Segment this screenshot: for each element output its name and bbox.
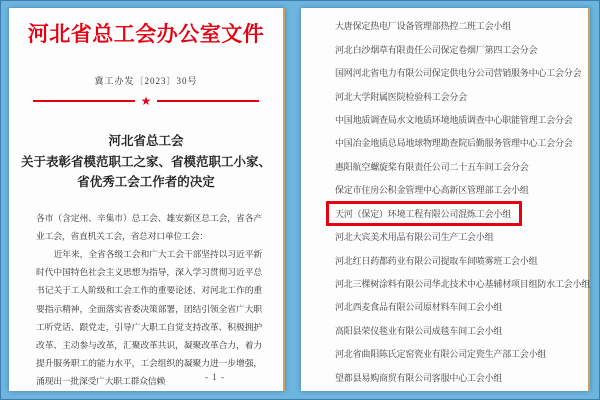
document-number: 冀工办发〔2023〕30号: [94, 76, 198, 86]
document-title-line2: 关于表彰省模范职工之家、省模范职工小家、: [20, 154, 271, 169]
left-page: [9, 8, 285, 391]
list-item: 国网河北省电力有限公司保定供电分公司营销服务中心工会分会: [335, 68, 582, 79]
right-page: [301, 8, 590, 391]
list-item: 大唐保定热电厂设备管理部热控二班工会小组: [335, 21, 512, 32]
red-letterhead-title: 河北省总工会办公室文件: [27, 22, 265, 46]
list-item: 河北红日药都药业有限公司提取车间喷雾班工会小组: [335, 255, 538, 266]
red-highlight-box: [326, 201, 522, 226]
divider-line: [33, 95, 259, 107]
list-item: 河北白沙烟草有限责任公司保定卷烟厂第四工会分会: [335, 44, 538, 55]
list-item: 河北省曲阳陈氏定窑瓷业有限公司定瓷生产部工会小组: [335, 349, 547, 360]
list-item: 高阳县荣仪毯业有限公司成毯车间工会小组: [335, 325, 503, 336]
list-item: 中国地质调查局水文地质环境地质调查中心职能管理工会分会: [335, 114, 573, 125]
document-title: [9, 131, 283, 193]
list-item-highlighted: [335, 202, 588, 225]
document-title-line3: 省优秀工会工作者的决定: [77, 175, 215, 189]
list-item: 保定市住房公积金管理中心高新区管理部工会小组: [335, 185, 529, 196]
salutation: 各市（含定州、辛集市）总工会、雄安新区总工会，省各产业工会，省直机关工会，省总对口单位工会：: [36, 212, 262, 241]
body-paragraph: 近年来，全省各级工会和广大工会干部坚持以习近平新时代中国特色社会主义思想为指导，深入学习贯彻习近平总书记关于工人阶级和工会工作的重要论述、对河北工作的重要指示精神，全面落实省委决策部署，团结引领全省广大职工听党话、跟党走，引导广大职工自觉支持改革、积极拥护改革、主动参与改革，汇聚改革共识，凝聚改革合力，着力提升服务职工的能力水平，工会组织的凝聚力进一步增强，涌现出一批深受广大职工群众信赖: [36, 248, 262, 387]
list-item: 望都县易购商贸有限公司客服中心工会小组: [335, 372, 503, 383]
list-item: 河北大学附属医院检验科工会分会: [335, 91, 468, 102]
list-item: 河北西麦食品有限公司原材料车间工会小组: [335, 302, 503, 313]
document-body: [36, 209, 262, 391]
divider-segment-left: [33, 100, 135, 103]
list-item: 河北三棵树涂料有限公司华北技术中心基辅材项目组防水工会小组: [335, 279, 591, 290]
list-item: 中国冶金地质总局地球物理勘查院后勤服务管理中心工会分会: [335, 138, 573, 149]
list-item: 河北大宾美术用品有限公司生产工会小组: [335, 232, 494, 243]
divider-segment-right: [157, 100, 259, 103]
star-icon: ★: [140, 94, 152, 108]
highlighted-item-text: 天河（保定）环境工程有限公司混炼工会小组: [335, 208, 512, 219]
list-item: 惠阳航空螺旋桨有限责任公司二十五车间工会分会: [335, 161, 529, 172]
page-number: - 1 -: [205, 372, 225, 382]
document-title-line1: 河北省总工会: [108, 134, 184, 148]
award-list: [301, 8, 591, 389]
